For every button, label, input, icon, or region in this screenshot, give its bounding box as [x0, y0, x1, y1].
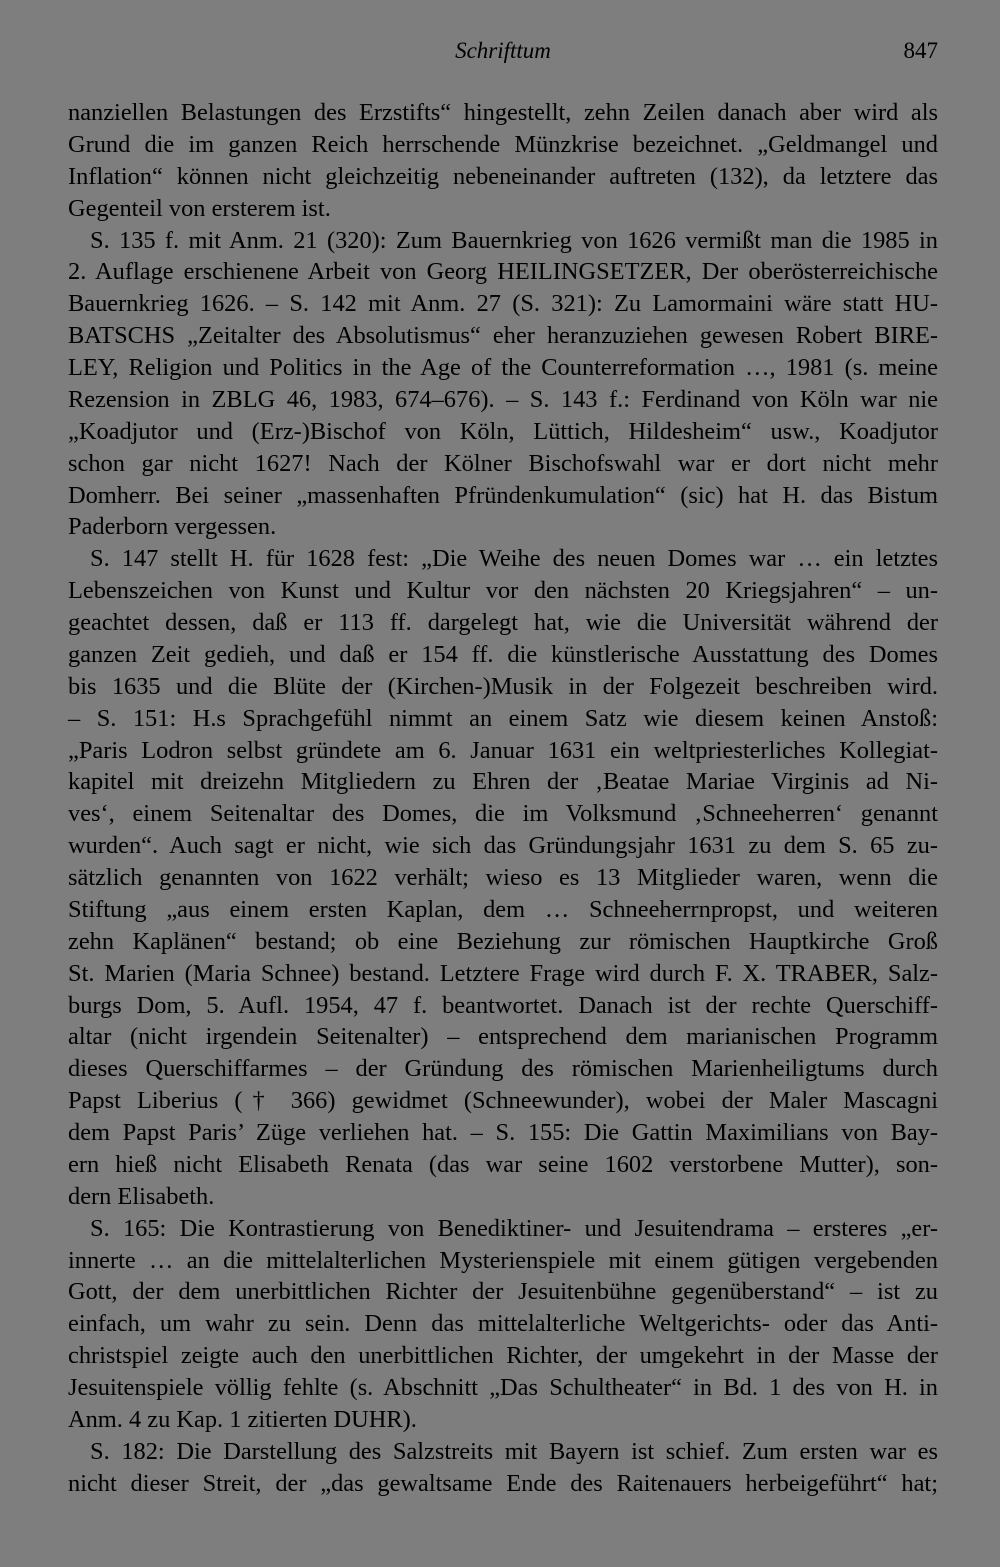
text-line: Grund die im ganzen Reich herrschende Münzkrise bezeichnet. „Geldmangel und — [68, 130, 938, 158]
text-line: einfach, um wahr zu sein. Denn das mittelalterliche Weltgerichts- oder das Anti- — [68, 1310, 938, 1338]
paragraph — [68, 543, 938, 1212]
text-line: LEY, Religion und Politics in the Age of the Counterreformation …, 1981 (s. meine — [68, 354, 938, 381]
text-line: wurden“. Auch sagt er nicht, wie sich das Gründungsjahr 1631 zu dem S. 65 zu- — [68, 832, 938, 860]
text-line: bis 1635 und die Blüte der (Kirchen-)Musik in der Folgezeit beschreiben wird. — [68, 672, 938, 700]
text-line: Gott, der dem unerbittlichen Richter der Jesuitenbühne gegenüberstand“ – ist zu — [68, 1278, 938, 1306]
paragraph — [68, 97, 938, 225]
text-line: zehn Kaplänen“ bestand; ob eine Beziehung zur römischen Hauptkirche Groß — [68, 927, 938, 955]
text-line: ern hieß nicht Elisabeth Renata (das war seine 1602 verstorbene Mutter), son- — [68, 1150, 938, 1178]
text-line: S. 165: Die Kontrastierung von Benediktiner- und Jesuitendrama – ersteres „er- — [90, 1214, 938, 1242]
text-line: nicht dieser Streit, der „das gewaltsame Ende des Raitenauers herbeigeführt“ hat; — [68, 1469, 938, 1497]
text-line: altar (nicht irgendein Seitenalter) – entsprechend dem marianischen Programm — [68, 1023, 938, 1051]
text-line: „Paris Lodron selbst gründete am 6. Januar 1631 ein weltpriesterliches Kollegiat- — [68, 736, 938, 764]
text-line: Anm. 4 zu Kap. 1 zitierten DUHR). — [68, 1405, 417, 1433]
text-line: christspiel zeigte auch den unerbittlichen Richter, der umgekehrt in der Masse der — [68, 1342, 938, 1370]
text-line: burgs Dom, 5. Aufl. 1954, 47 f. beantwortet. Danach ist der rechte Querschiff- — [68, 991, 938, 1019]
text-line: Domherr. Bei seiner „massenhaften Pfründenkumulation“ (sic) hat H. das Bistum — [68, 481, 938, 509]
text-line: – S. 151: H.s Sprachgefühl nimmt an einem Satz wie diesem keinen Anstoß: — [68, 704, 938, 732]
text-line: innerte … an die mittelalterlichen Mysterienspiele mit einem gütigen vergebenden — [68, 1246, 938, 1274]
text-line: Lebenszeichen von Kunst und Kultur vor den nächsten 20 Kriegsjahren“ – un- — [68, 577, 938, 605]
text-line: Papst Liberius († 366) gewidmet (Schneewunder), wobei der Maler Mascagni — [68, 1087, 938, 1115]
text-line: dem Papst Paris’ Züge verliehen hat. – S. 155: Die Gattin Maximilians von Bay- — [68, 1119, 938, 1146]
text-line: Stiftung „aus einem ersten Kaplan, dem … Schneeherrnpropst, und weiteren — [68, 895, 938, 923]
text-line: geachtet dessen, daß er 113 ff. dargelegt hat, wie die Universität während der — [68, 609, 938, 636]
text-line: Inflation“ können nicht gleichzeitig nebeneinander auftreten (132), da letztere das — [68, 162, 938, 190]
text-line: ganzen Zeit gedieh, und daß er 154 ff. die künstlerische Ausstattung des Domes — [68, 640, 938, 668]
text-line: Rezension in ZBLG 46, 1983, 674–676). – S. 143 f.: Ferdinand von Köln war nie — [68, 385, 938, 413]
page-header — [68, 38, 938, 72]
text-line: schon gar nicht 1627! Nach der Kölner Bischofswahl war er dort nicht mehr — [68, 449, 938, 477]
text-line: „Koadjutor und (Erz-)Bischof von Köln, Lüttich, Hildesheim“ usw., Koadjutor — [68, 417, 938, 445]
text-line: Bauernkrieg 1626. – S. 142 mit Anm. 27 (S. 321): Zu Lamormaini wäre statt HU- — [68, 290, 938, 318]
text-line: St. Marien (Maria Schnee) bestand. Letztere Frage wird durch F. X. TRABER, Salz- — [68, 959, 938, 987]
text-line: BATSCHS „Zeitalter des Absolutismus“ eher heranzuziehen gewesen Robert BIRE- — [68, 322, 938, 350]
text-line: Paderborn vergessen. — [68, 513, 277, 541]
text-line: sätzlich genannten von 1622 verhält; wieso es 13 Mitglieder waren, wenn die — [68, 864, 938, 891]
text-line: nanziellen Belastungen des Erzstifts“ hingestellt, zehn Zeilen danach aber wird als — [68, 99, 938, 126]
body-text — [68, 97, 938, 1500]
text-line: ves‘, einem Seitenaltar des Domes, die im Volksmund ‚Schneeherren‘ genannt — [68, 800, 938, 828]
page-number: 847 — [903, 38, 938, 63]
text-line: Gegenteil von ersterem ist. — [68, 194, 331, 222]
text-line: dern Elisabeth. — [68, 1182, 215, 1210]
text-line: S. 135 f. mit Anm. 21 (320): Zum Bauernkrieg von 1626 vermißt man die 1985 in — [90, 226, 938, 254]
paragraph — [68, 225, 938, 544]
paragraph — [68, 1213, 938, 1436]
running-title: Schrifttum — [455, 38, 551, 63]
text-line: 2. Auflage erschienene Arbeit von Georg HEILINGSETZER, Der oberösterreichische — [68, 258, 938, 286]
paragraph — [68, 1436, 938, 1500]
text-line: Jesuitenspiele völlig fehlte (s. Abschnitt „Das Schultheater“ in Bd. 1 des von H. in — [68, 1374, 938, 1401]
text-line: S. 147 stellt H. für 1628 fest: „Die Weihe des neuen Domes war … ein letztes — [90, 545, 938, 573]
text-line: kapitel mit dreizehn Mitgliedern zu Ehren der ‚Beatae Mariae Virginis ad Ni- — [68, 768, 938, 796]
text-line: dieses Querschiffarmes – der Gründung des römischen Marienheiligtums durch — [68, 1055, 938, 1083]
text-line: S. 182: Die Darstellung des Salzstreits mit Bayern ist schief. Zum ersten war es — [90, 1437, 938, 1465]
